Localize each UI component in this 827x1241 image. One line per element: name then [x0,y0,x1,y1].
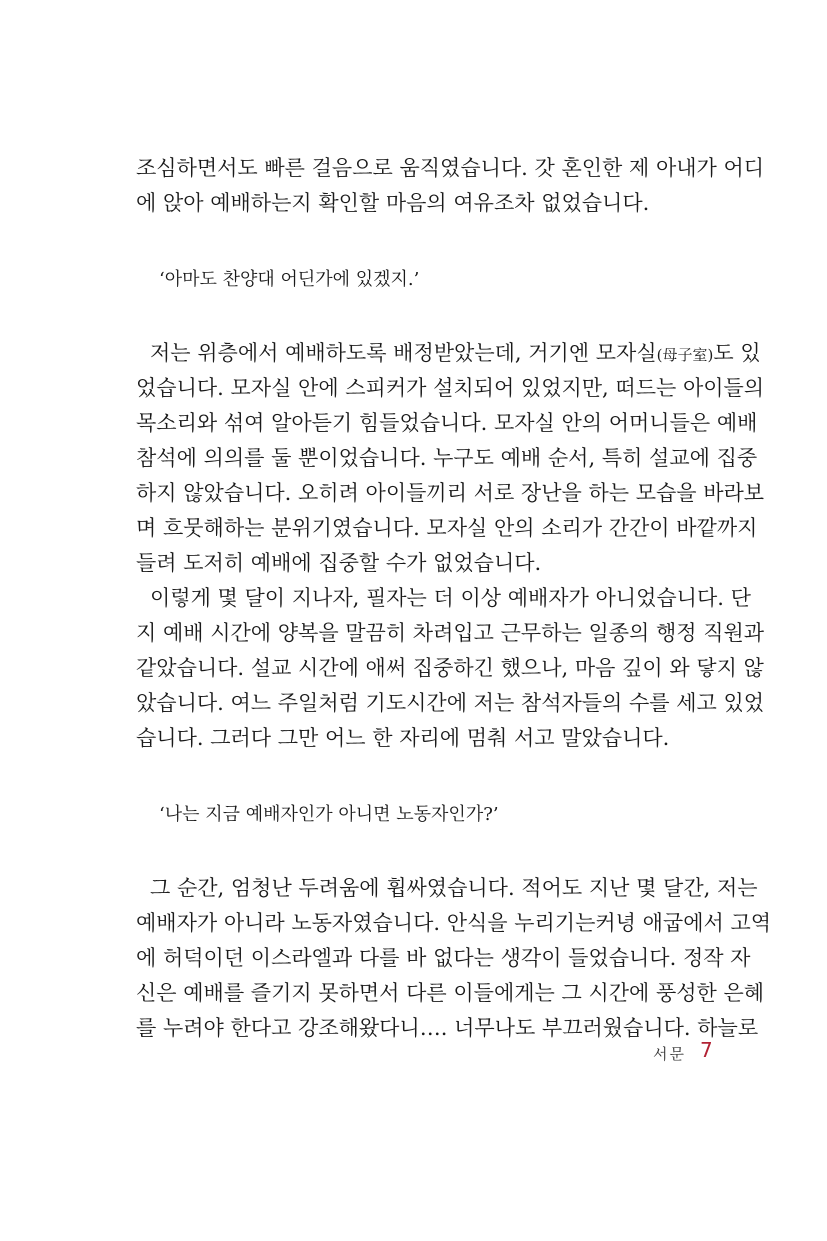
text-fragment: 저는 위층에서 예배하도록 배정받았는데, 거기엔 모자실 [150,341,657,365]
body-text-line: 에 앉아 예배하는지 확인할 마음의 여유조차 없었습니다. [136,191,650,215]
body-text-line: 그 순간, 엄청난 두려움에 휩싸였습니다. 적어도 지난 몇 달간, 저는 [150,876,758,900]
body-text-line: 들려 도저히 예배에 집중할 수가 없었습니다. [136,551,542,575]
body-text-line: 예배자가 아니라 노동자였습니다. 안식을 누리기는커녕 애굽에서 고역 [136,911,772,935]
body-text-line: 며 흐뭇해하는 분위기였습니다. 모자실 안의 소리가 간간이 바깥까지 [136,516,758,540]
text-fragment: 도 있 [713,341,761,365]
body-text-line: 습니다. 그러다 그만 어느 한 자리에 멈춰 서고 말았습니다. [136,726,670,750]
body-text-line: 같았습니다. 설교 시간에 애써 집중하긴 했으나, 마음 깊이 와 닿지 않 [136,656,764,680]
body-text-line: 참석에 의의를 둘 뿐이었습니다. 누구도 예배 순서, 특히 설교에 집중 [136,446,758,470]
body-text-line: 에 허덕이던 이스라엘과 다를 바 없다는 생각이 들었습니다. 정작 자 [136,946,751,970]
body-text-line: 신은 예배를 즐기지 못하면서 다른 이들에게는 그 시간에 풍성한 은혜 [136,981,765,1005]
body-text-line: 었습니다. 모자실 안에 스피커가 설치되어 있었지만, 떠드는 아이들의 [136,376,765,400]
body-text-line [136,338,761,370]
quote-line: ‘나는 지금 예배자인가 아니면 노동자인가?’ [159,804,499,825]
hanja-annotation: (母子室) [656,346,714,364]
body-text-line: 지 예배 시간에 양복을 말끔히 차려입고 근무하는 일종의 행정 직원과 [136,621,765,645]
body-text-line: 조심하면서도 빠른 걸음으로 움직였습니다. 갓 혼인한 제 아내가 어디 [136,156,765,180]
running-footer-section: 서문 [653,1045,686,1063]
body-text-line: 이렇게 몇 달이 지나자, 필자는 더 이상 예배자가 아니었습니다. 단 [150,586,751,610]
body-text-line: 목소리와 섞여 알아듣기 힘들었습니다. 모자실 안의 어머니들은 예배 [136,411,758,435]
body-text-line: 았습니다. 여느 주일처럼 기도시간에 저는 참석자들의 수를 세고 있었 [136,691,765,715]
quote-line: ‘아마도 찬양대 어딘가에 있겠지.’ [159,269,420,290]
page-number: 7 [700,1038,713,1062]
body-text-line: 하지 않았습니다. 오히려 아이들끼리 서로 장난을 하는 모습을 바라보 [136,481,765,505]
body-text-line: 를 누려야 한다고 강조해왔다니…. 너무나도 부끄러웠습니다. 하늘로 [136,1016,759,1040]
